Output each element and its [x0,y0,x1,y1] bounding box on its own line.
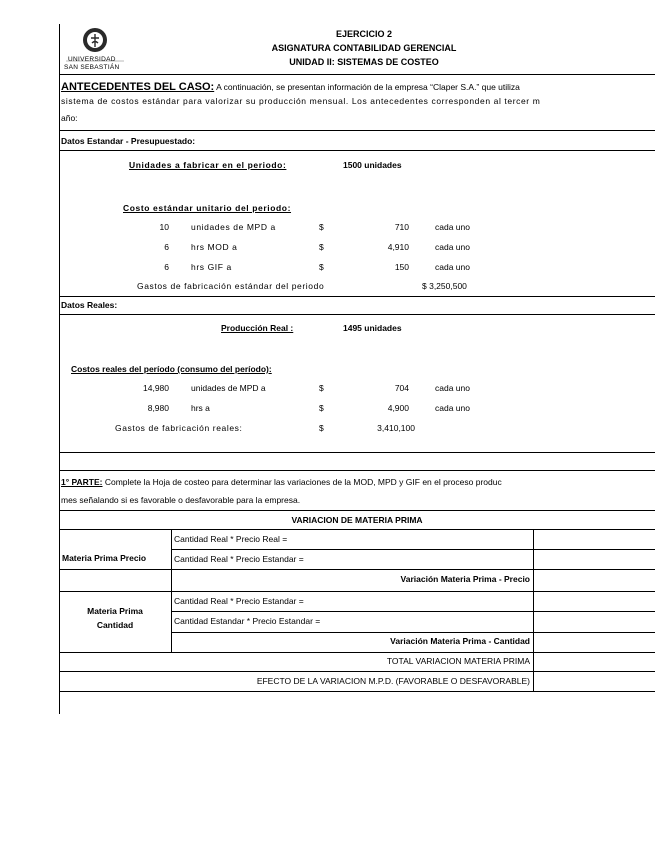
table-border [59,529,655,530]
divider [59,314,655,315]
amount: 4,900 [387,403,409,413]
gastos-reales-currency: $ [319,423,324,433]
parte1-line-1 [61,477,502,487]
desc: unidades de MPD a [191,222,276,232]
antecedentes-text-1: A continuación, se presentan información de la empresa “Claper S.A.” que utiliza [214,82,520,92]
row-line [171,549,655,550]
row-line [171,611,655,612]
currency: $ [319,403,324,413]
mp-precio-total: Variación Materia Prima - Precio [400,574,530,584]
gastos-reales-value: 3,410,100 [377,423,415,433]
row-line [59,671,655,672]
col-divider [533,529,534,691]
divider [59,130,655,131]
unit: cada uno [435,222,470,232]
header-line-3: UNIDAD II: SISTEMAS DE COSTEO [289,57,439,67]
logo-text-2: SAN SEBASTIÁN [64,64,120,71]
qty: 10 [159,222,169,232]
parte1-text-1: Complete la Hoja de costeo para determinar las variaciones de la MOD, MPD y GIF en el proceso produc [102,477,502,487]
logo-text-1: UNIVERSIDAD [68,56,116,63]
desc: hrs MOD a [191,242,238,252]
unidades-value: 1500 unidades [343,160,402,170]
desc: hrs a [191,403,210,413]
amount: 4,910 [387,242,409,252]
unit: cada uno [435,242,470,252]
unit: cada uno [435,403,470,413]
gastos-estandar-label: Gastos de fabricación estándar del periodo [137,281,325,291]
spreadsheet [59,24,655,714]
variacion-title: VARIACION DE MATERIA PRIMA [291,515,423,525]
unidades-label: Unidades a fabricar en el periodo: [129,160,287,170]
qty: 14,980 [143,383,169,393]
mp-cantidad-total: Variación Materia Prima - Cantidad [390,636,530,646]
produccion-real-label: Producción Real : [221,323,294,333]
parte1-title: 1° PARTE: [61,477,103,487]
antecedentes-line-1 [61,77,520,95]
desc: hrs GIF a [191,262,232,272]
row-line [59,591,655,592]
divider [59,296,655,297]
amount: 710 [394,222,409,232]
gastos-reales-label: Gastos de fabricación reales: [115,423,243,433]
qty: 6 [164,242,169,252]
unit: cada uno [435,262,470,272]
gastos-estandar-value: $ 3,250,500 [422,281,467,291]
amount: 704 [394,383,409,393]
desc: unidades de MPD a [191,383,266,393]
mp-precio-row-2: Cantidad Real * Precio Estandar = [174,554,304,564]
divider [59,510,655,511]
currency: $ [319,222,324,232]
estandar-section-title: Datos Estandar - Presupuestado: [61,136,196,146]
divider [59,470,655,471]
unit: cada uno [435,383,470,393]
efecto-variacion-label: EFECTO DE LA VARIACION M.P.D. (FAVORABLE O DESFAVORABLE) [256,676,530,686]
antecedentes-title: ANTECEDENTES DEL CASO: [61,81,215,93]
costo-estandar-title: Costo estándar unitario del periodo: [123,203,292,213]
row-line [59,691,655,692]
mp-cantidad-row-2: Cantidad Estandar * Precio Estandar = [174,616,321,626]
qty: 6 [164,262,169,272]
amount: 150 [394,262,409,272]
costos-reales-title: Costos reales del período (consumo del período): [71,364,272,374]
mp-precio-label: Materia Prima Precio [62,553,147,563]
divider [59,452,655,453]
antecedentes-line-2: sistema de costos estándar para valorizar su producción mensual. Los antecedentes corresponden al tercer m [61,96,541,106]
row-line [59,569,655,570]
header-line-1: EJERCICIO 2 [335,29,393,39]
mp-cantidad-label-2: Cantidad [96,620,134,630]
row-line [171,632,655,633]
mp-cantidad-row-1: Cantidad Real * Precio Estandar = [174,596,304,606]
header-line-2: ASIGNATURA CONTABILIDAD GERENCIAL [271,43,457,53]
produccion-real-value: 1495 unidades [343,323,402,333]
total-variacion-label: TOTAL VARIACION MATERIA PRIMA [386,656,530,666]
mp-cantidad-label-1: Materia Prima [87,606,143,616]
university-logo [64,26,126,74]
currency: $ [319,383,324,393]
row-line [59,652,655,653]
antecedentes-line-3: año: [61,113,78,123]
currency: $ [319,242,324,252]
currency: $ [319,262,324,272]
parte1-line-2: mes señalando si es favorable o desfavorable para la empresa. [61,495,301,505]
divider [59,150,655,151]
qty: 8,980 [147,403,169,413]
reales-section-title: Datos Reales: [61,300,118,310]
mp-precio-row-1: Cantidad Real * Precio Real = [174,534,288,544]
header-divider [59,74,655,75]
